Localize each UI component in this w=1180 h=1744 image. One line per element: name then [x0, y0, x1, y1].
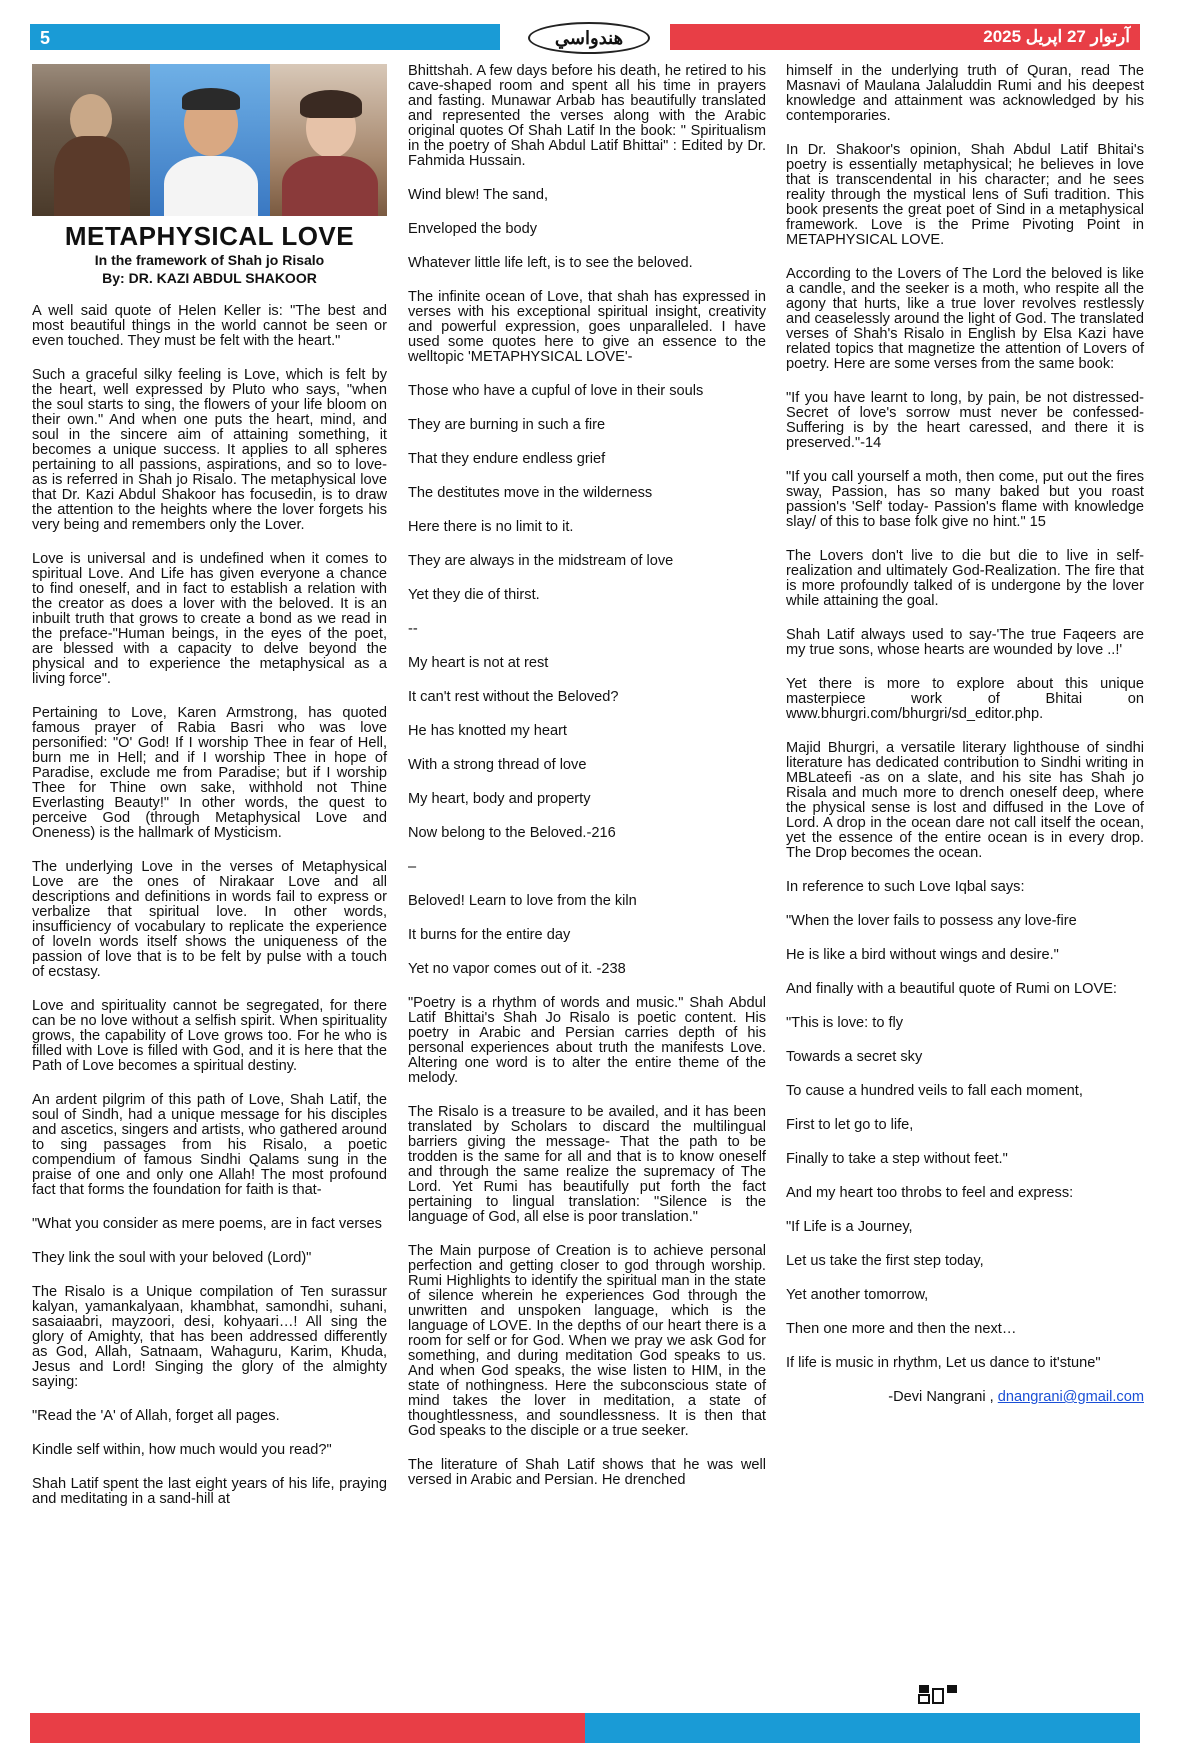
paragraph: Love and spirituality cannot be segregated, for there can be no love without a selfish spirit. When spirituality grows, the capability of Love grows too. For he who is filled with Love is filled with God, and it is here that the Path of Love becomes a spiritual destiny. — [32, 998, 387, 1074]
masthead-logo — [528, 22, 650, 54]
paragraph: The underlying Love in the verses of Metaphysical Love are the ones of Nirakaar Love and all descriptions and definitions in words fail to express or verbalize that spiritual love. In other words, insufficiency of vocabulary to replicate the experience of loveIn words itself shows the uniqueness of the passion of love that is to be felt by pulse with a touch of ecstasy. — [32, 859, 387, 980]
paragraph: "Poetry is a rhythm of words and music." Shah Abdul Latif Bhittai's Shah Jo Risalo is poetic content. His poetry in Arabic and Persian carries depth of his personal experiences about truth the manifests Love. Altering one word is to alter the entire theme of the melody. — [408, 995, 766, 1086]
paragraph: Such a graceful silky feeling is Love, which is felt by the heart, well expressed by Pluto who says, "when the soul starts to sing, the flowers of your life bloom on their own." And when one puts the heart, mind, and soul in the sincere aim of attaining something, it becomes a unique success. It applies to all spheres pertaining to all passions, aspirations, and so to love-as is referred in Shah jo Risalo. The metaphysical love that Dr. Kazi Abdul Shakoor has focusedin, is to draw the attention to the heights where the lover forgets his very being and remembers only the Lover. — [32, 367, 387, 533]
verse-line: Whatever little life left, is to see the beloved. — [408, 255, 693, 271]
verse-line: Here there is no limit to it. — [408, 519, 574, 535]
verse-line: Yet no vapor comes out of it. -238 — [408, 961, 626, 977]
verse-line: To cause a hundred veils to fall each moment, — [786, 1083, 1083, 1099]
verse-line: Yet they die of thirst. — [408, 587, 540, 603]
paragraph: Shah Latif always used to say-'The true Faqeers are my true sons, whose hearts are wounded by love ..!' — [786, 627, 1144, 658]
verse-line: "Read the 'A' of Allah, forget all pages. — [32, 1408, 280, 1424]
verse-line: Yet another tomorrow, — [786, 1287, 929, 1303]
article-title: METAPHYSICAL LOVE — [64, 221, 355, 251]
verse-line: Wind blew! The sand, — [408, 187, 549, 203]
paragraph: The literature of Shah Latif shows that he was well versed in Arabic and Persian. He drenched — [408, 1457, 766, 1488]
paragraph: Majid Bhurgri, a versatile literary lighthouse of sindhi literature has dedicated contribution to Sindhi writing in MBLateefi -as on a slate, and his site has Shah jo Risala and much more to drench oneself deep, where the physical sense is lost and diffused in the Love of Lord. A drop in the ocean dare not call itself the ocean, yet the essence of the entire ocean is in every drop. The Drop becomes the ocean. — [786, 740, 1144, 861]
verse-line: That they endure endless grief — [408, 451, 606, 467]
page-number: 5 — [40, 28, 51, 48]
issue-date: آرتوار 27 اپريل 2025 — [983, 27, 1130, 46]
end-mark-icon — [918, 1683, 958, 1705]
verse-line: The destitutes move in the wilderness — [408, 485, 653, 501]
photo-author — [150, 64, 270, 216]
verse-line: "What you consider as mere poems, are in fact verses — [32, 1216, 382, 1232]
paragraph: "If you call yourself a moth, then come, put out the fires sway, Passion, has so many baked but you roast passion's 'Self' today- Passion's flame with knowledge slay/ of this to base folk give no hint." 15 — [786, 469, 1144, 530]
verse-line: He is like a bird without wings and desire." — [786, 947, 1059, 963]
column-1 — [32, 64, 387, 1526]
paragraph: himself in the underlying truth of Quran, read The Masnavi of Maulana Jalaluddin Rumi and his deepest knowledge and attainment was acknowledged by his contemporaries. — [786, 63, 1144, 124]
paragraph: And finally with a beautiful quote of Rumi on LOVE: — [786, 981, 1117, 997]
paragraph: In Dr. Shakoor's opinion, Shah Abdul Latif Bhitai's poetry is essentially metaphysical; he believes in love that is transcendental in his character; and he sees reality through the mystical lens of Sufi tradition. This book presents the great poet of Sind in a metaphysical framework. Love is the Prime Pivoting Point in METAPHYSICAL LOVE. — [786, 142, 1144, 248]
verse-line: And my heart too throbs to feel and express: — [786, 1185, 1074, 1201]
verse-line: Finally to take a step without feet." — [786, 1151, 1008, 1167]
footer-bar-right — [585, 1713, 1140, 1743]
paragraph: The infinite ocean of Love, that shah has expressed in verses with his exceptional spiritual insight, creativity and powerful expression, goes unparalleled. I have used some quotes here to give an essence to the welltopic 'METAPHYSICAL LOVE'- — [408, 289, 766, 365]
verse-line: They link the soul with your beloved (Lord)" — [32, 1250, 312, 1266]
signature-name: -Devi Nangrani , — [888, 1389, 994, 1405]
paragraph: Pertaining to Love, Karen Armstrong, has quoted famous prayer of Rabia Basri who was love personified: "O' God! If I worship Thee in fear of Hell, burn me in Hell; and if I worship Thee in hope of Paradise, exclude me from Paradise; but if I worship Thee for Thine own sake, withhold not Thine Everlasting Beauty!" In other words, the quest to perceive God (through Metaphysical Love and Oneness) is the hallmark of Mysticism. — [32, 705, 387, 841]
photo-writer — [270, 64, 387, 216]
paragraph: Love is universal and is undefined when it comes to spiritual Love. And Life has given everyone a chance to find oneself, and in fact to establish a relation with the creator as does a lover with the beloved. It is an inbuilt truth that grows to create a bond as we read in the preface-"Human beings, in the eyes of the poet, are blessed with a capacity to delve beyond the physical and to experience the metaphysical as a living force". — [32, 551, 387, 687]
paragraph: The Risalo is a treasure to be availed, and it has been translated by Scholars to discard the multilingual barriers giving the message- That the path to be trodden is the same for all and that is to know oneself and through the same realize the supremacy of The Lord. Yet Rumi has beautifully put forth the fact pertaining to lingual translation: "Silence is the language of God, all else is poor translation." — [408, 1104, 766, 1225]
article-byline: By: DR. KAZI ABDUL SHAKOOR — [102, 270, 317, 286]
verse-line: First to let go to life, — [786, 1117, 914, 1133]
verse-line: They are burning in such a fire — [408, 417, 606, 433]
verse-line: In reference to such Love Iqbal says: — [786, 879, 1025, 895]
verse-line: "If Life is a Journey, — [786, 1219, 913, 1235]
verse-line: He has knotted my heart — [408, 723, 567, 739]
column-3 — [786, 64, 1144, 1405]
verse-line: My heart, body and property — [408, 791, 591, 807]
verse-line: Then one more and then the next… — [786, 1321, 1017, 1337]
paragraph: The Risalo is a Unique compilation of Ten surassur kalyan, yamankalyaan, khambhat, samondhi, suhani, sasaiaabri, mayzoori, desi, kohyaari…! All sing the glory of Amighty, that has been addressed differently as God, Allah, Satnaam, Wahaguru, Karim, Khuda, Jesus and Lord! Singing the glory of the almighty saying: — [32, 1284, 387, 1390]
verse-separator: -- — [408, 621, 418, 637]
paragraph: The Lovers don't live to die but die to live in self-realization and ultimately God-Realization. The fire that is more profoundly talked of is undergone by the lover while attaining the goal. — [786, 548, 1144, 609]
verse-separator: – — [408, 859, 417, 875]
footer-bar-left — [30, 1713, 585, 1743]
signature — [786, 1390, 1144, 1405]
verse-line: If life is music in rhythm, Let us dance to it'stune" — [786, 1355, 1101, 1371]
verse-line: Kindle self within, how much would you read?" — [32, 1442, 332, 1458]
verse-line: With a strong thread of love — [408, 757, 587, 773]
paragraph: Shah Latif spent the last eight years of his life, praying and meditating in a sand-hill at — [32, 1476, 387, 1507]
header-bar-right — [670, 24, 1140, 50]
verse-line: "This is love: to fly — [786, 1015, 904, 1031]
paragraph: "If you have learnt to long, by pain, be not distressed- Secret of love's sorrow must never be confessed- Suffering is by the heart caressed, and there it is preserved."-14 — [786, 390, 1144, 451]
verse-line: It burns for the entire day — [408, 927, 571, 943]
photo-shah-latif — [32, 64, 150, 216]
verse-line: Enveloped the body — [408, 221, 538, 237]
verse-line: Towards a secret sky — [786, 1049, 923, 1065]
paragraph: The Main purpose of Creation is to achieve personal perfection and getting closer to god through worship. Rumi Highlights to identify the spiritual man in the state of silence wherein he experiences God through the unwritten and unspoken language, which is the language of LOVE. In the depths of our heart there is a room for self or for God. When we pray we ask God for something, and during meditation God speaks to us. And when God speaks, the wise listen to HIM, in the state of nothingness. Here the subconscious state of mind takes the lover in meditation, a state of thoughtlessness, and soundlessness. It is then that God speaks to the disciple or a true seeker. — [408, 1243, 766, 1439]
paragraph: Yet there is more to explore about this unique masterpiece work of Bhitai on www.bhurgri.com/bhurgri/sd_editor.php. — [786, 676, 1144, 722]
paragraph: A well said quote of Helen Keller is: "The best and most beautiful things in the world cannot be seen or even touched. They must be felt with the heart." — [32, 303, 387, 349]
paragraph: An ardent pilgrim of this path of Love, Shah Latif, the soul of Sindh, had a unique message for his disciples and ascetics, singers and artists, who gathered around to sing passages from his Risalo, a poetic compendium of famous Sindhi Qalams sung in the praise of one and only one Allah! The most profound fact that forms the foundation for faith is that- — [32, 1092, 387, 1198]
masthead-text: هندواسي — [554, 27, 624, 48]
verse-line: Let us take the first step today, — [786, 1253, 984, 1269]
verse-line: Beloved! Learn to love from the kiln — [408, 893, 637, 909]
verse-line: My heart is not at rest — [408, 655, 549, 671]
header-bar-left — [30, 24, 500, 50]
verse-line: Those who have a cupful of love in their souls — [408, 383, 704, 399]
column-2 — [408, 64, 766, 1507]
paragraph: According to the Lovers of The Lord the beloved is like a candle, and the seeker is a moth, who respite all the agony that hurts, like a true lover revolves restlessly and ceaselessly around the light of God. The translated verses of Shah's Risalo in English by Elsa Kazi have related topics that magnetize the attention of Lovers of poetry. Here are some verses from the same book: — [786, 266, 1144, 372]
verse-line: Now belong to the Beloved.-216 — [408, 825, 616, 841]
verse-line: They are always in the midstream of love — [408, 553, 674, 569]
verse-line: It can't rest without the Beloved? — [408, 689, 619, 705]
page-header — [30, 22, 1140, 52]
signature-email-link[interactable]: dnangrani@gmail.com — [997, 1389, 1144, 1405]
author-photos — [32, 64, 387, 216]
verse-line: "When the lover fails to possess any love-fire — [786, 913, 1077, 929]
article-subtitle: In the framework of Shah jo Risalo — [94, 252, 325, 268]
paragraph: Bhittshah. A few days before his death, he retired to his cave-shaped room and spent all his time in prayers and fasting. Munawar Arbab has beautifully translated and represented the verses along with the Arabic original quotes Of Shah Latif In the book: " Spiritualism in the poetry of Shah Abdul Latif Bhittai" : Edited by Dr. Fahmida Hussain. — [408, 63, 766, 169]
